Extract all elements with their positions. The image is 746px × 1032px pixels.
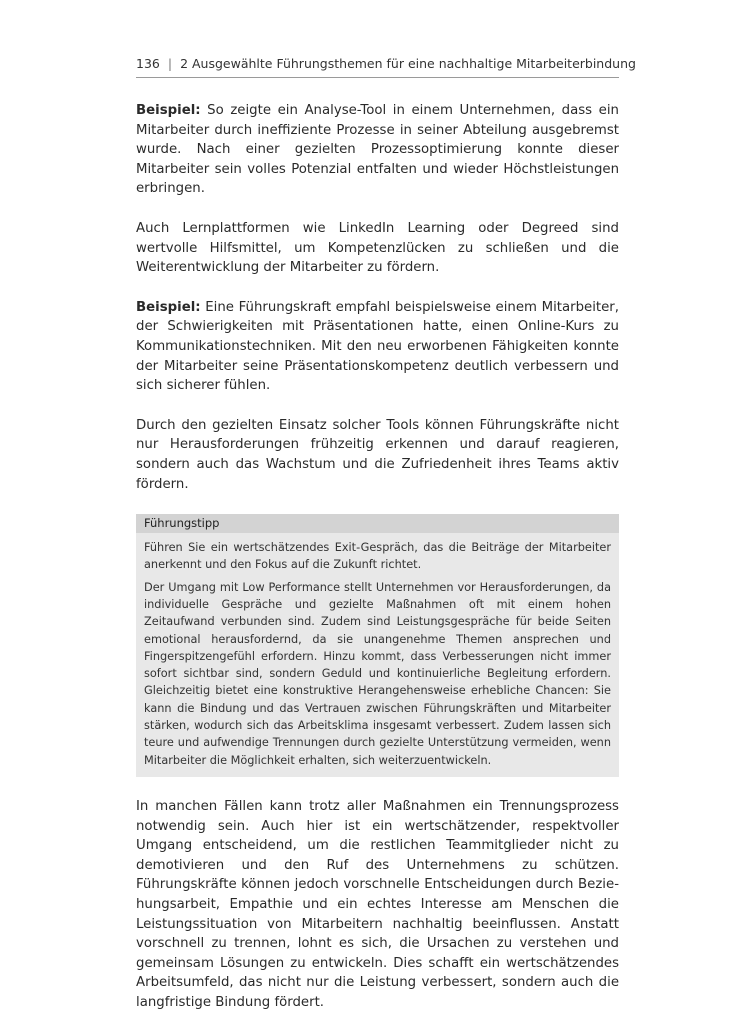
paragraph-separation-process: In manchen Fällen kann trotz aller Maßnahmen ein Trennungsprozess notwendig sein. Auch hier ist ein wertschätzender, respektvoller Umgang entscheidend, um die restlichen Teammitglieder nicht zu demotivieren und den Ruf des Unternehmens zu schützen. Führungskräfte können jedoch vorschnelle Entscheidungen durch Beziehungsarbeit, Empathie und ein echtes Interesse am Menschen die Leistungssituation von Mitarbeitern nachhaltig beeinflussen. Anstatt vorschnell zu trennen, lohnt es sich, die Ursachen zu verstehen und gemeinsam Lösungen zu entwickeln. Dies schafft ein wertschätzendes Arbeitsumfeld, das nicht nur die Leistung verbessert, sondern auch die langfristige Bindung fördert. — [136, 798, 619, 1010]
example-label: Beispiel: — [136, 103, 201, 118]
tip-paragraph-low-performance: Der Umgang mit Low Performance stellt Unternehmen vor Herausforderungen, da individuelle Gespräche und gezielte Maßnahmen oft mit einem hohen Zeitaufwand verbunden sind. Zudem sind Leistungsgespräche für beide Seiten emotional herausfordernd, da sie unangenehme Themen ansprechen und Fingerspitzengefühl erfordern. Hinzu kommt, dass Verbesserungen nicht immer sofort sichtbar sind, sondern Geduld und kontinuierliche Begleitung erfordern. Gleichzeitig bietet eine konstruktive Herangehensweise erhebliche Chancen: Sie kann die Bindung und das Vertrauen zwischen Führungskräften und Mitarbeiter stärken, wodurch sich das Arbeitsklima insgesamt verbessert. Zudem lassen sich teure und aufwendige Trennungen durch gezielte Unterstützung vermeiden, wenn Mitarbeiter die Möglichkeit erhalten, sich weiterzuentwickeln. — [144, 580, 611, 767]
leadership-tip-box — [136, 514, 619, 777]
paragraph-text: So zeigte ein Analyse-Tool in einem Unternehmen, dass ein Mitarbeiter durch ineffiziente Prozesse in seiner Abteilung ausgebremst wurde. Nach einer gezielten Prozessoptimierung konnte dieser Mitarbeiter sein volles Potenzial entfalten und wieder Höchstleistungen erbringen. — [136, 103, 619, 197]
example-paragraph-online-course — [136, 298, 619, 396]
tip-body — [136, 533, 619, 777]
paragraph-tools-usage: Durch den gezielten Einsatz solcher Tools können Führungskräfte nicht nur Herausforderungen frühzeitig erkennen und darauf reagieren, sondern auch das Wachstum und die Zufriedenheit ihres Teams aktiv fördern. — [136, 417, 619, 492]
paragraph-text: Eine Führungskraft empfahl beispielsweise einem Mitarbeiter, der Schwierigkeiten mit Präsentationen hatte, einen Online-Kurs zu Kommunikationstechniken. Mit den neu erworbenen Fähigkeiten konnte der Mitarbeiter seine Präsentationskompetenz deutlich verbessern und sich sicherer fühlen. — [136, 299, 619, 394]
paragraph-learning-platforms: Auch Lernplattformen wie LinkedIn Learning oder Degreed sind wertvolle Hilfsmittel, um Kompetenzlücken zu schließen und die Weiterentwicklung der Mitarbeiter zu fördern. — [136, 220, 619, 276]
page-number: 136 — [136, 56, 160, 71]
tip-paragraph-exit-interview: Führen Sie ein wertschätzendes Exit-Gespräch, das die Beiträge der Mitarbeiter anerkennt und den Fokus auf die Zukunft richtet. — [144, 541, 611, 572]
example-label: Beispiel: — [136, 299, 201, 315]
example-paragraph-analysis-tool — [136, 101, 619, 199]
tip-title: Führungstipp — [136, 514, 619, 533]
header-separator: | — [167, 56, 173, 71]
running-header — [136, 55, 636, 78]
page-body — [136, 101, 619, 1032]
chapter-title: 2 Ausgewählte Führungsthemen für eine nachhaltige Mitarbeiterbindung — [180, 56, 636, 71]
